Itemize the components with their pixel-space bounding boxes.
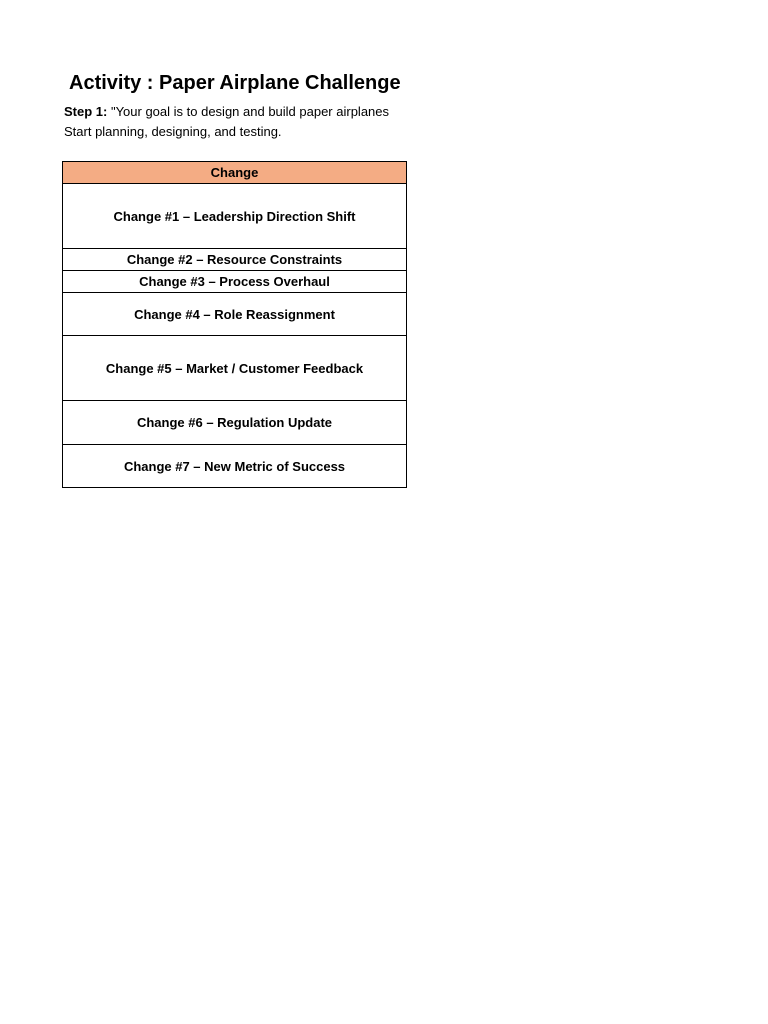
step-line-1: "Your goal is to design and build paper airplanes	[107, 104, 390, 119]
change-cell-1: Change #1 – Leadership Direction Shift	[63, 184, 407, 249]
table-header-row	[63, 162, 407, 184]
change-cell-7: Change #7 – New Metric of Success	[63, 445, 407, 488]
table-row	[63, 336, 407, 401]
table-row	[63, 184, 407, 249]
step-label: Step 1:	[64, 104, 108, 119]
change-cell-5: Change #5 – Market / Customer Feedback	[63, 336, 407, 401]
change-cell-6: Change #6 – Regulation Update	[63, 401, 407, 445]
table-row	[63, 401, 407, 445]
table-row	[63, 249, 407, 271]
step-instructions	[64, 102, 389, 142]
column-header-change: Change	[63, 162, 407, 184]
table-row	[63, 445, 407, 488]
change-cell-2: Change #2 – Resource Constraints	[63, 249, 407, 271]
change-table	[62, 161, 407, 488]
table-row	[63, 271, 407, 293]
change-cell-4: Change #4 – Role Reassignment	[63, 293, 407, 336]
step-line-2: Start planning, designing, and testing.	[64, 124, 282, 139]
change-cell-3: Change #3 – Process Overhaul	[63, 271, 407, 293]
table-row	[63, 293, 407, 336]
page-title: Activity : Paper Airplane Challenge	[69, 72, 401, 94]
